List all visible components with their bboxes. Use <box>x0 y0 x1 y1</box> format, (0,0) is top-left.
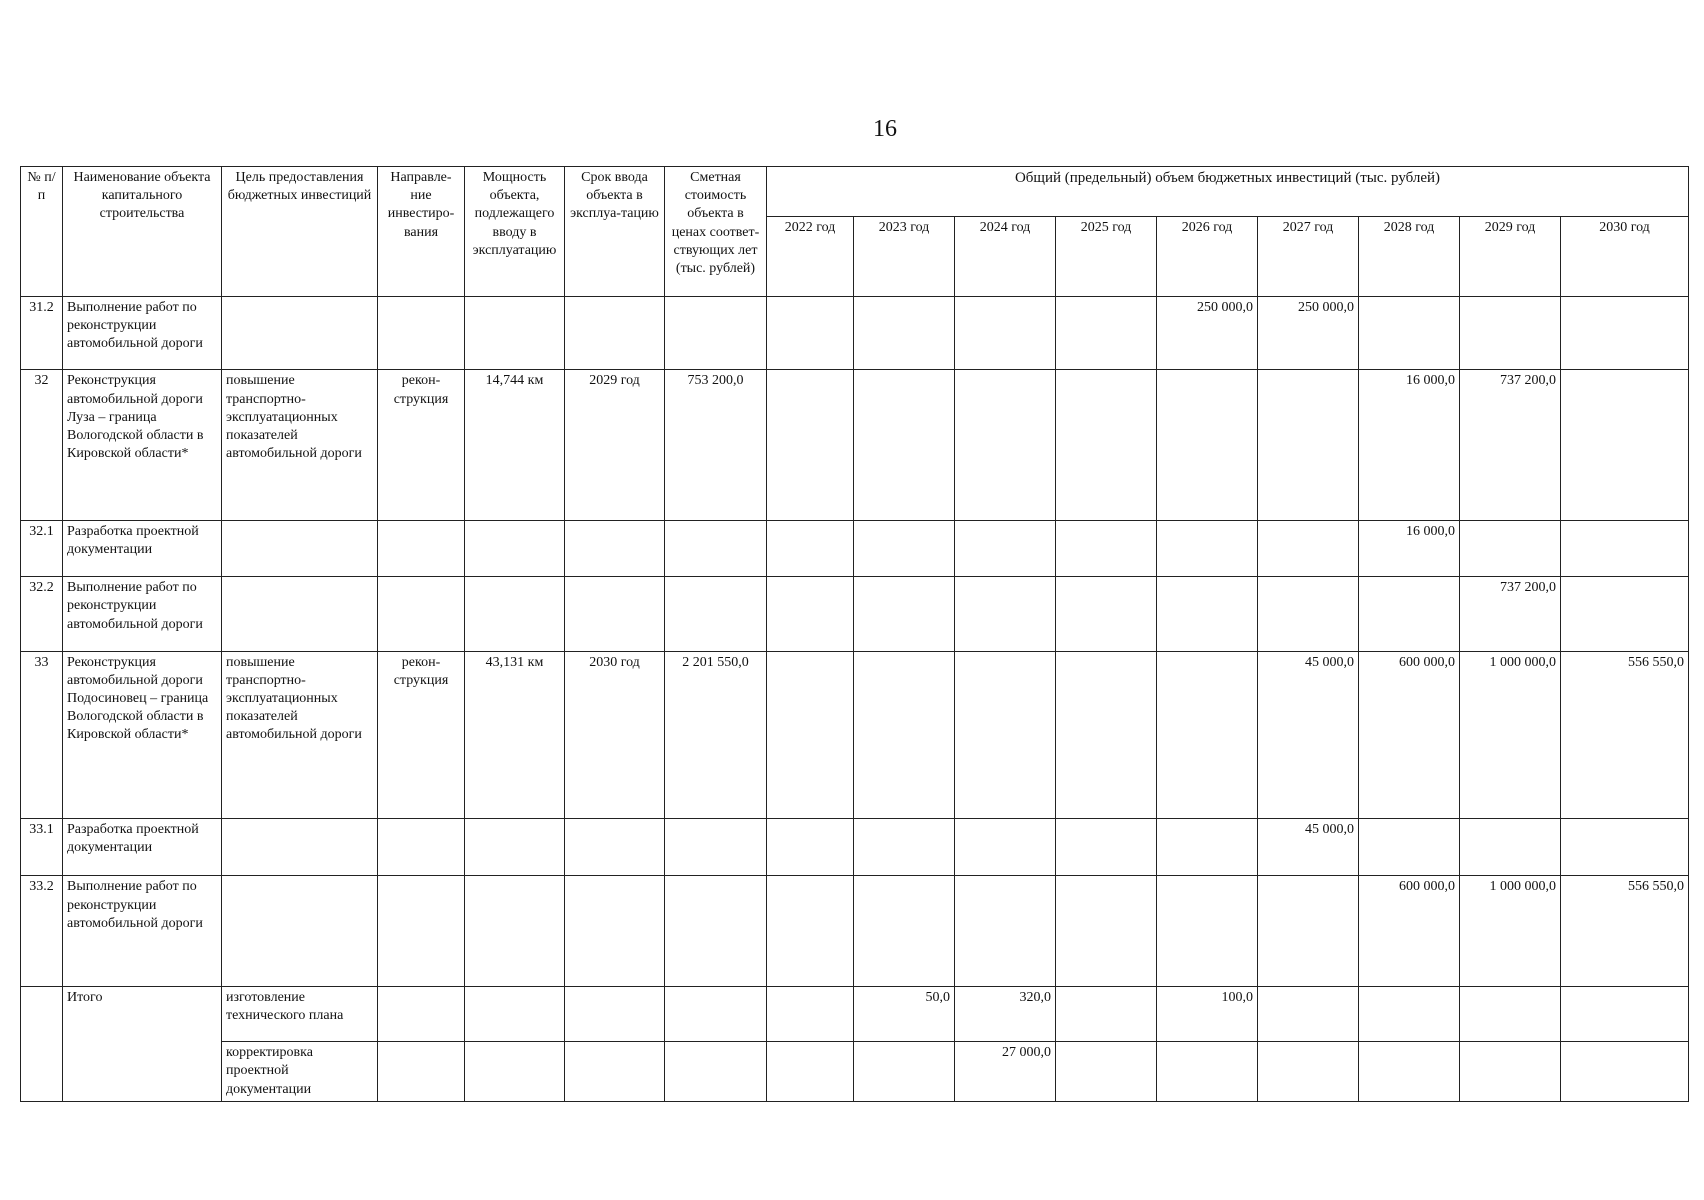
total-direction <box>378 1042 465 1102</box>
row-goal <box>222 520 378 576</box>
row-direction <box>378 297 465 370</box>
total-value-2024: 320,0 <box>955 986 1056 1041</box>
total-value-2022 <box>767 986 854 1041</box>
total-label: Итого <box>63 986 222 1101</box>
row-value-2026 <box>1157 370 1258 521</box>
row-name: Реконструкция автомобильной дороги Луза – граница Вологодской области в Кировской области* <box>63 370 222 521</box>
row-value-2024 <box>955 819 1056 876</box>
total-value-2029 <box>1460 986 1561 1041</box>
row-value-2022 <box>767 651 854 819</box>
header-year: 2025 год <box>1056 217 1157 297</box>
row-value-2027 <box>1258 520 1359 576</box>
total-value-2028 <box>1359 1042 1460 1102</box>
row-cost: 2 201 550,0 <box>665 651 767 819</box>
row-value-2030 <box>1561 819 1689 876</box>
total-num <box>21 986 63 1101</box>
table-row <box>21 876 1689 986</box>
row-goal <box>222 297 378 370</box>
row-capacity <box>465 297 565 370</box>
total-value-2030 <box>1561 986 1689 1041</box>
header-direction: Направле-ние инвестиро-вания <box>378 167 465 297</box>
total-capacity <box>465 1042 565 1102</box>
total-goal: изготовление технического плана <box>222 986 378 1041</box>
header-goal: Цель предоставления бюджетных инвестиций <box>222 167 378 297</box>
row-cost: 753 200,0 <box>665 370 767 521</box>
row-deadline <box>565 297 665 370</box>
total-cost <box>665 1042 767 1102</box>
row-value-2026 <box>1157 876 1258 986</box>
row-capacity <box>465 819 565 876</box>
header-deadline: Срок ввода объекта в эксплуа-тацию <box>565 167 665 297</box>
row-capacity <box>465 876 565 986</box>
row-value-2028: 16 000,0 <box>1359 520 1460 576</box>
row-value-2026 <box>1157 651 1258 819</box>
row-value-2025 <box>1056 876 1157 986</box>
row-capacity: 14,744 км <box>465 370 565 521</box>
row-goal <box>222 819 378 876</box>
header-year: 2030 год <box>1561 217 1689 297</box>
row-value-2022 <box>767 577 854 651</box>
row-value-2022 <box>767 370 854 521</box>
row-capacity <box>465 520 565 576</box>
page-number: 16 <box>873 116 897 142</box>
header-year: 2029 год <box>1460 217 1561 297</box>
row-goal <box>222 876 378 986</box>
row-value-2028: 600 000,0 <box>1359 651 1460 819</box>
total-deadline <box>565 1042 665 1102</box>
row-value-2023 <box>854 876 955 986</box>
row-name: Реконструкция автомобильной дороги Подосиновец – граница Вологодской области в Кировской области* <box>63 651 222 819</box>
row-cost <box>665 520 767 576</box>
row-value-2028: 16 000,0 <box>1359 370 1460 521</box>
table-header <box>21 167 1689 297</box>
row-value-2027: 250 000,0 <box>1258 297 1359 370</box>
row-name: Выполнение работ по реконструкции автомобильной дороги <box>63 876 222 986</box>
row-value-2029: 1 000 000,0 <box>1460 876 1561 986</box>
row-direction <box>378 876 465 986</box>
table-row <box>21 520 1689 576</box>
row-value-2024 <box>955 297 1056 370</box>
total-value-2023: 50,0 <box>854 986 955 1041</box>
row-value-2023 <box>854 520 955 576</box>
table-row <box>21 577 1689 651</box>
row-direction <box>378 577 465 651</box>
row-direction <box>378 819 465 876</box>
row-num: 32 <box>21 370 63 521</box>
row-direction <box>378 520 465 576</box>
row-value-2030: 556 550,0 <box>1561 651 1689 819</box>
row-value-2024 <box>955 876 1056 986</box>
row-value-2030 <box>1561 297 1689 370</box>
total-deadline <box>565 986 665 1041</box>
row-cost <box>665 876 767 986</box>
row-value-2026: 250 000,0 <box>1157 297 1258 370</box>
row-num: 32.2 <box>21 577 63 651</box>
total-value-2027 <box>1258 986 1359 1041</box>
row-deadline <box>565 876 665 986</box>
row-num: 33 <box>21 651 63 819</box>
row-value-2024 <box>955 577 1056 651</box>
total-value-2023 <box>854 1042 955 1102</box>
row-value-2024 <box>955 370 1056 521</box>
row-value-2029: 737 200,0 <box>1460 577 1561 651</box>
row-value-2022 <box>767 876 854 986</box>
row-value-2023 <box>854 819 955 876</box>
row-value-2022 <box>767 520 854 576</box>
row-value-2030: 556 550,0 <box>1561 876 1689 986</box>
header-capacity: Мощность объекта, подлежащего вводу в эксплуатацию <box>465 167 565 297</box>
row-value-2025 <box>1056 370 1157 521</box>
row-deadline: 2030 год <box>565 651 665 819</box>
table-body <box>21 297 1689 1102</box>
row-goal: повышение транспортно-эксплуатационных показателей автомобильной дороги <box>222 370 378 521</box>
header-year: 2024 год <box>955 217 1056 297</box>
row-cost <box>665 577 767 651</box>
table-row <box>21 370 1689 521</box>
total-value-2025 <box>1056 986 1157 1041</box>
total-value-2027 <box>1258 1042 1359 1102</box>
row-value-2029 <box>1460 520 1561 576</box>
row-deadline <box>565 819 665 876</box>
row-value-2024 <box>955 520 1056 576</box>
row-value-2026 <box>1157 577 1258 651</box>
header-name: Наименование объекта капитального строительства <box>63 167 222 297</box>
total-value-2022 <box>767 1042 854 1102</box>
row-value-2027: 45 000,0 <box>1258 651 1359 819</box>
row-value-2030 <box>1561 370 1689 521</box>
row-value-2023 <box>854 370 955 521</box>
total-value-2025 <box>1056 1042 1157 1102</box>
row-value-2023 <box>854 577 955 651</box>
row-name: Выполнение работ по реконструкции автомобильной дороги <box>63 297 222 370</box>
header-year: 2023 год <box>854 217 955 297</box>
total-value-2024: 27 000,0 <box>955 1042 1056 1102</box>
row-value-2029: 1 000 000,0 <box>1460 651 1561 819</box>
row-value-2030 <box>1561 577 1689 651</box>
table-row <box>21 297 1689 370</box>
row-capacity: 43,131 км <box>465 651 565 819</box>
row-value-2027: 45 000,0 <box>1258 819 1359 876</box>
row-value-2027 <box>1258 876 1359 986</box>
row-value-2025 <box>1056 577 1157 651</box>
row-value-2028 <box>1359 577 1460 651</box>
row-name: Разработка проектной документации <box>63 819 222 876</box>
row-deadline <box>565 577 665 651</box>
row-cost <box>665 819 767 876</box>
row-value-2027 <box>1258 577 1359 651</box>
row-value-2028 <box>1359 297 1460 370</box>
header-cost: Сметная стоимость объекта в ценах соответ-ствующих лет (тыс. рублей) <box>665 167 767 297</box>
header-year: 2026 год <box>1157 217 1258 297</box>
row-num: 33.1 <box>21 819 63 876</box>
row-deadline <box>565 520 665 576</box>
total-value-2026 <box>1157 1042 1258 1102</box>
total-cost <box>665 986 767 1041</box>
row-value-2028 <box>1359 819 1460 876</box>
row-deadline: 2029 год <box>565 370 665 521</box>
header-year: 2027 год <box>1258 217 1359 297</box>
row-value-2026 <box>1157 819 1258 876</box>
row-value-2025 <box>1056 297 1157 370</box>
row-value-2030 <box>1561 520 1689 576</box>
row-value-2029 <box>1460 819 1561 876</box>
row-direction: рекон-струкция <box>378 651 465 819</box>
row-num: 33.2 <box>21 876 63 986</box>
row-value-2028: 600 000,0 <box>1359 876 1460 986</box>
investment-table <box>20 166 1689 1102</box>
row-name: Выполнение работ по реконструкции автомобильной дороги <box>63 577 222 651</box>
row-num: 31.2 <box>21 297 63 370</box>
row-value-2023 <box>854 297 955 370</box>
header-investment-group: Общий (предельный) объем бюджетных инвестиций (тыс. рублей) <box>767 167 1689 217</box>
row-value-2022 <box>767 819 854 876</box>
total-value-2030 <box>1561 1042 1689 1102</box>
header-year: 2028 год <box>1359 217 1460 297</box>
total-direction <box>378 986 465 1041</box>
total-row <box>21 1042 1689 1102</box>
total-value-2028 <box>1359 986 1460 1041</box>
total-value-2029 <box>1460 1042 1561 1102</box>
total-row <box>21 986 1689 1041</box>
header-num: № п/п <box>21 167 63 297</box>
row-value-2024 <box>955 651 1056 819</box>
total-capacity <box>465 986 565 1041</box>
total-value-2026: 100,0 <box>1157 986 1258 1041</box>
total-goal: корректировка проектной документации <box>222 1042 378 1102</box>
row-value-2025 <box>1056 819 1157 876</box>
row-goal: повышение транспортно-эксплуатационных показателей автомобильной дороги <box>222 651 378 819</box>
table-row <box>21 819 1689 876</box>
table-row <box>21 651 1689 819</box>
row-direction: рекон-струкция <box>378 370 465 521</box>
row-goal <box>222 577 378 651</box>
row-cost <box>665 297 767 370</box>
row-value-2029 <box>1460 297 1561 370</box>
header-year: 2022 год <box>767 217 854 297</box>
row-name: Разработка проектной документации <box>63 520 222 576</box>
row-value-2027 <box>1258 370 1359 521</box>
row-value-2023 <box>854 651 955 819</box>
row-value-2026 <box>1157 520 1258 576</box>
row-value-2029: 737 200,0 <box>1460 370 1561 521</box>
row-value-2025 <box>1056 520 1157 576</box>
row-num: 32.1 <box>21 520 63 576</box>
row-value-2022 <box>767 297 854 370</box>
row-value-2025 <box>1056 651 1157 819</box>
row-capacity <box>465 577 565 651</box>
